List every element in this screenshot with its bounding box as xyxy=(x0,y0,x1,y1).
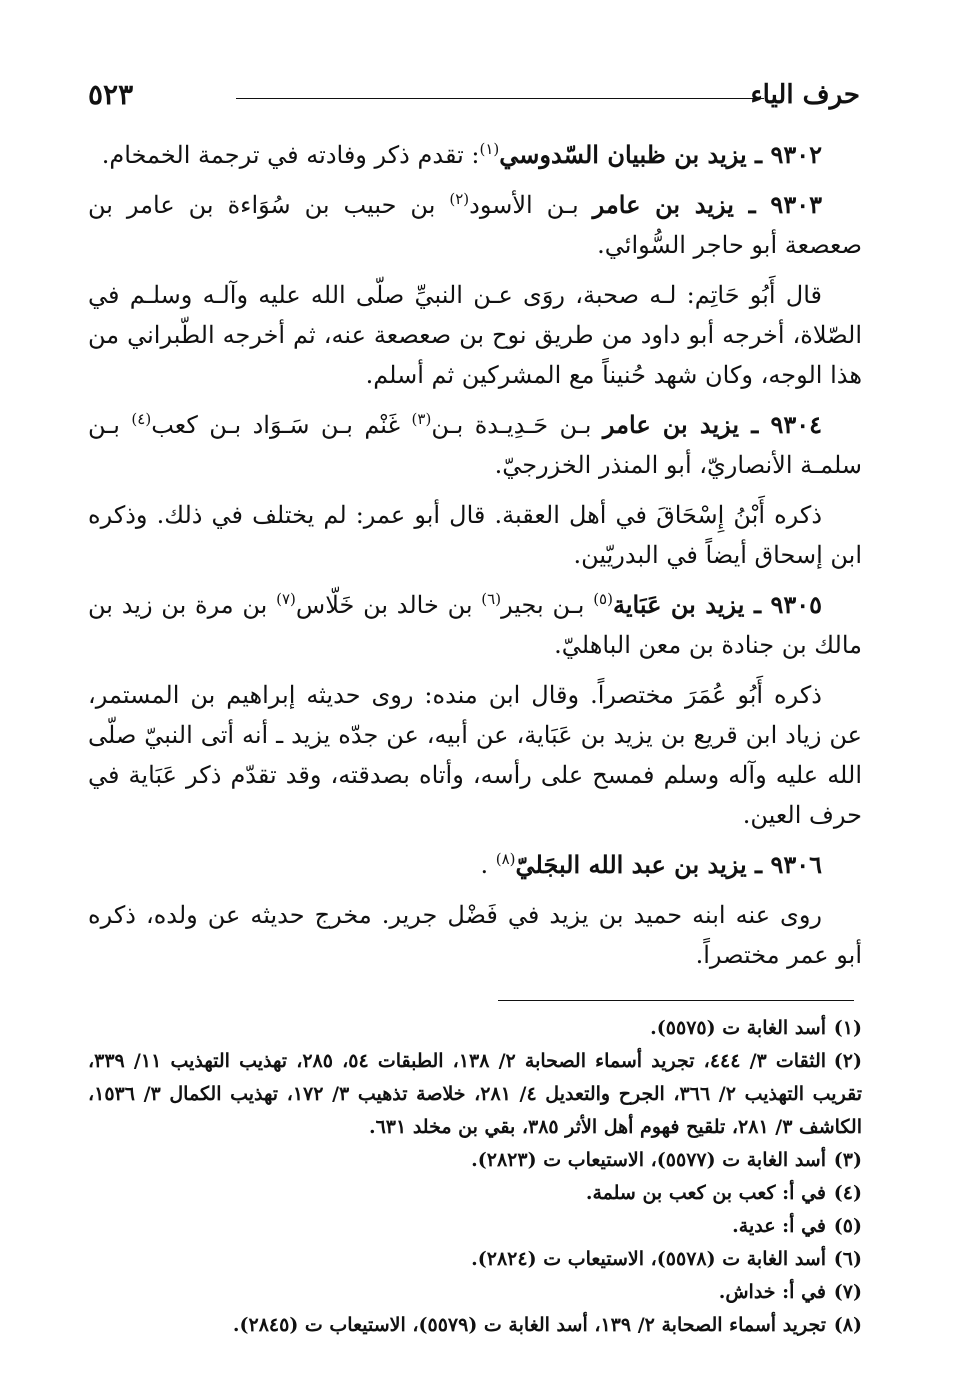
footnote-text: في أ: عدية. xyxy=(732,1215,826,1237)
entry-9304 xyxy=(88,405,862,485)
footnote xyxy=(88,1309,862,1342)
footnote xyxy=(88,1276,862,1309)
paragraph: ذكره أَبْنُ إِسْحَاقَ في أهل العقبة. قال أبو عمر: لم يختلف في ذلك. وذكره ابن إسحاق أيضاً في البدريّين. xyxy=(88,501,862,569)
main-text xyxy=(88,135,862,985)
entry-9306 xyxy=(88,845,862,885)
footnote-number: (٧) xyxy=(833,1281,862,1303)
footnote-text: أسد الغابة ت (٥٥٧٧)، الاستيعاب ت (٢٨٢٣). xyxy=(471,1149,826,1171)
paragraph: ذكره أَبُو عُمَرَ مختصراً. وقال ابن منده: روى حديثه إبراهيم بن المستمر، عن زياد ابن قريع بن يزيد بن عَبَاية، عن أبيه، عن جدّه يزيد ـ أنه أتى النبيّ صلّى الله عليه وآله وسلم فمسح على رأسه، وأتاه بصدقته، وقد تقدّم ذكر عَبَاية في حرف العين. xyxy=(88,681,862,829)
entry-text: . xyxy=(480,851,496,879)
footnote-ref: (١) xyxy=(479,140,500,158)
footnote-ref: (٥) xyxy=(593,590,613,608)
entry-heading: ٩٣٠٣ ـ يزيد بن عامر xyxy=(592,190,822,219)
entry-text: بن مرة بن زيد بن مالك بن جنادة بن معن الباهليّ. xyxy=(88,591,862,659)
footnote-ref: (٨) xyxy=(495,850,516,868)
running-title: حرف الياء xyxy=(750,80,860,110)
footnote-text: في أ: كعب بن كعب بن سلمة. xyxy=(585,1182,826,1204)
header-rule xyxy=(236,98,764,99)
footnote-number: (٥) xyxy=(833,1215,862,1237)
footnote xyxy=(88,1144,862,1177)
entry-9302 xyxy=(88,135,862,175)
footnote xyxy=(88,1210,862,1243)
footnote-ref: (٧) xyxy=(276,590,296,608)
entry-heading: ٩٣٠٦ ـ يزيد بن عبد الله البجَليّ xyxy=(515,850,822,879)
entry-text: بن خالد بن خَلّاس xyxy=(295,591,482,619)
footnote-text: الثقات ٣/ ٤٤٤، تجريد أسماء الصحابة ٢/ ١٣٨، الطبقات ٥٤، ٢٨٥، تهذيب التهذيب ١١/ ٣٣٩، تقريب التهذيب ٢/ ٣٦٦، الجرح والتعديل ٤/ ٢٨١، خلاصة تذهيب ٣/ ١٧٢، تهذيب الكمال ٣/ ١٥٣٦، الكاشف ٣/ ٢٨١، تلقيح فهوم أهل الأثر ٣٨٥، بقي بن مخلد ٦٣١. xyxy=(88,1050,862,1138)
entry-heading: ٩٣٠٤ ـ يزيد بن عامر xyxy=(602,410,822,439)
entry-heading: ٩٣٠٥ ـ يزيد بن عَبَاية xyxy=(612,590,823,619)
footnote-number: (٤) xyxy=(833,1182,862,1204)
footnote xyxy=(88,1045,862,1144)
footnote-text: أسد الغابة ت (٥٥٧٥). xyxy=(650,1017,826,1039)
footnote-number: (٢) xyxy=(833,1050,863,1072)
footnote xyxy=(88,1243,862,1276)
footnote-text: في أ: خداش. xyxy=(718,1281,826,1303)
entry-text: بـن حَـدِيـدة بـن xyxy=(431,411,603,439)
footnote-ref: (٦) xyxy=(481,590,502,608)
entry-text: بـن سلمـة الأنصاريّ، أبو المنذر الخزرجيّ. xyxy=(88,411,862,479)
footnote-ref: (٤) xyxy=(131,410,152,428)
entry-text: بـن الأسود xyxy=(469,191,593,219)
footnote-number: (٨) xyxy=(833,1314,862,1336)
entry-text: بـن بجير xyxy=(501,591,594,619)
footnote-text: أسد الغابة ت (٥٥٧٨)، الاستيعاب ت (٢٨٢٤). xyxy=(471,1248,826,1270)
entry-text: : تقدم ذكر وفادته في ترجمة الخمخام. xyxy=(101,141,480,169)
entry-text: غَنْم بـن سَـوَاد بـن كعب xyxy=(151,411,412,439)
footnotes xyxy=(88,1012,862,1342)
paragraph: روى عنه ابنه حميد بن يزيد في فَضْل جرير. مخرج حديثه عن ولده، ذكره أبو عمر مختصراً. xyxy=(88,901,862,969)
footnote-rule xyxy=(498,1000,854,1001)
footnote-number: (١) xyxy=(833,1017,862,1039)
footnote-number: (٦) xyxy=(833,1248,862,1270)
footnote xyxy=(88,1012,862,1045)
entry-heading: ٩٣٠٢ ـ يزيد بن ظبيان السّدوسي xyxy=(499,140,822,169)
footnote-ref: (٣) xyxy=(411,410,432,428)
footnote-number: (٣) xyxy=(833,1149,862,1171)
footnote xyxy=(88,1177,862,1210)
paragraph: قال أَبُو حَاتِم: لـه صحبة، روَى عـن النبيِّ صلّى الله عليه وآلـه وسلـم في الصّلاة، أخرجه أبو داود من طريق نوح بن صعصعة عنه، ثم أخرجه الطّبراني من هذا الوجه، وكان شهد حُنيناً مع المشركين ثم أسلم. xyxy=(88,281,862,389)
entry-9305 xyxy=(88,585,862,665)
entry-text: بن حبيب بن سُوَاءة بن عامر بن صعصعة أبو حاجر السُّوائي. xyxy=(88,191,862,259)
page-header xyxy=(88,78,860,118)
footnote-text: تجريد أسماء الصحابة ٢/ ١٣٩، أسد الغابة ت (٥٥٧٩)، الاستيعاب ت (٢٨٤٥). xyxy=(232,1314,826,1336)
footnote-ref: (٢) xyxy=(449,190,470,208)
page-number: ٥٢٣ xyxy=(88,78,134,111)
entry-9303 xyxy=(88,185,862,265)
